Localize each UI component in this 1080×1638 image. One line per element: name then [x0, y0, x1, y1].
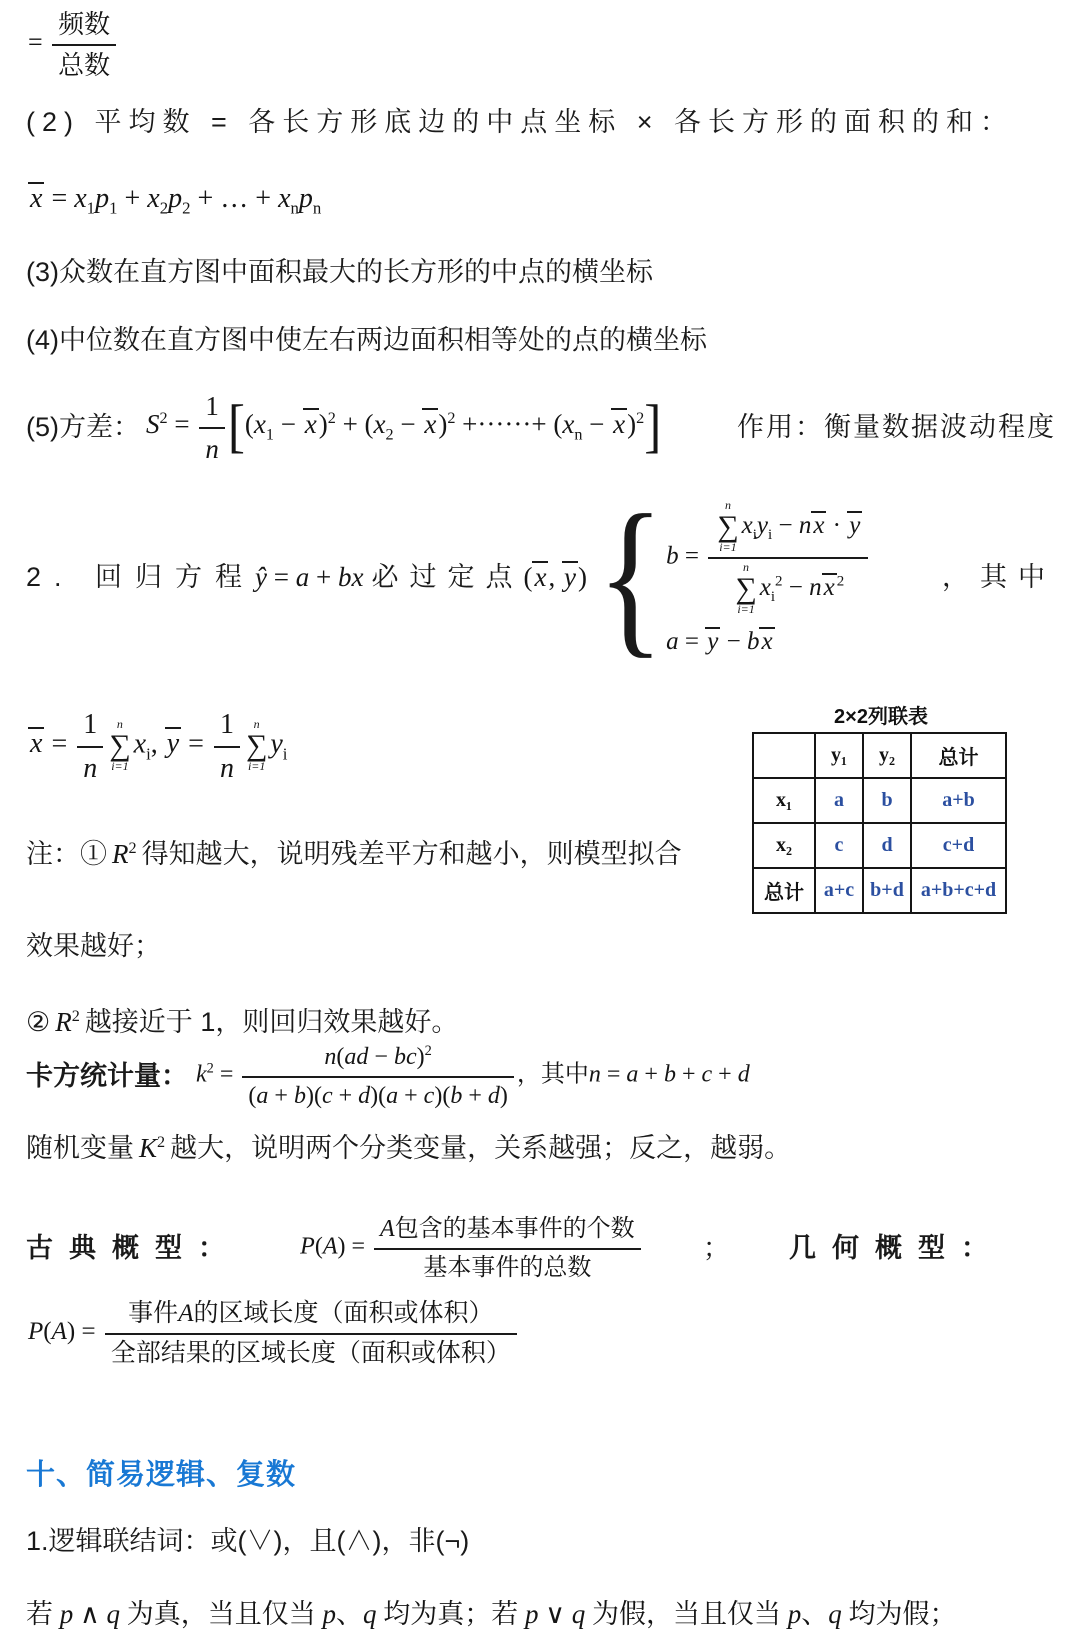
geometric-probability-line	[28, 1290, 520, 1376]
frequency-fraction-formula: = $\frac{\text{频数}}{\text{总数}}$	[28, 6, 119, 83]
table-cell: a+b	[911, 778, 1006, 823]
table-header-cell: 总计	[911, 733, 1006, 778]
sample-means-block	[28, 696, 287, 796]
note1-text: 得知越大，说明残差平方和越小，则模型拟合	[141, 839, 682, 869]
table-cell: d	[863, 823, 911, 868]
table-cell: b+d	[863, 868, 911, 913]
table-row-header: x₁	[753, 778, 815, 823]
note-r2-line2: 效果越好；	[26, 931, 161, 961]
slope-formula: b = n ∑ i=1 $x_iy_i$ − nx · y n ∑ i=1 $x_i^2$ − nx $^2$	[666, 498, 871, 617]
sample-means-formula: x = $\frac{1}{n}$ n ∑ i=1 $x_i$, y = $\frac{1}{n}$ n ∑ i=1 $y_i$	[28, 705, 287, 788]
regression-fixed-point: (x, y)	[523, 562, 587, 592]
k-squared-formula: $K^2$	[139, 1133, 166, 1163]
random-variable-line	[26, 1130, 791, 1166]
regression-prefix: 2. 回归方程	[26, 561, 256, 592]
table-row-header: 总计	[753, 868, 815, 913]
table-cell: a+c	[815, 868, 863, 913]
mode-definition-line: (3)众数在直方图中面积最大的长方形的中点的横坐标	[26, 257, 653, 287]
randvar-pre: 随机变量	[26, 1133, 134, 1163]
section-heading-logic-complex: 十、简易逻辑、复数	[26, 1459, 297, 1491]
classical-formula: P(A) = $\frac{\text{A包含的基本事件的个数}}{\text{基本事件的总数}}$	[300, 1212, 644, 1284]
r-squared-formula: $R^2$	[112, 839, 137, 869]
chi-square-label: 卡方统计量：	[26, 1060, 188, 1091]
variance-purpose: 作用：衡量数据波动程度	[737, 411, 1056, 442]
table-header-cell	[753, 733, 815, 778]
regression-suffix: ，其中	[942, 561, 1056, 592]
contingency-table	[752, 732, 1007, 914]
r-squared-formula-2: $R^2$	[55, 1007, 80, 1037]
mean-formula: $x = x_1p_1 + x_2p_2$ + … + $x_np_n$	[30, 183, 322, 218]
regression-equation: ŷ = a + bx	[255, 561, 364, 592]
classical-probability-line	[26, 1198, 1004, 1298]
average-definition-line: (2) 平均数 = 各长方形底边的中点坐标 × 各长方形的面积的和：	[26, 107, 1015, 137]
geometric-formula: P(A) = $\frac{\text{事件A的区域长度（面积或体积）}}{\text{全部结果的区域长度（面积或体积）}}$	[28, 1296, 520, 1371]
contingency-table-body	[753, 733, 1006, 913]
logic-truth-line: 若 p ∧ q 为真，当且仅当 p、q 均为真；若 p ∨ q 为假，当且仅当 p、q 均为假；	[26, 1599, 957, 1629]
classical-separator: ；	[702, 1232, 730, 1263]
table-row	[753, 868, 1006, 913]
note-r2-line1	[26, 836, 682, 872]
classical-label: 古典概型：	[26, 1232, 241, 1263]
variance-label: (5)方差：	[26, 411, 140, 442]
contingency-table-title: 2×2列联表	[834, 706, 928, 728]
table-header-cell: y₁	[815, 733, 863, 778]
table-row	[753, 778, 1006, 823]
chi-square-formula: $k^2$ = $\frac{n(ad - bc)^2}{(a + b)(c + d)(a + c)(b + d)}$ ，其中n = a + b + c + d	[196, 1040, 750, 1112]
table-cell: b	[863, 778, 911, 823]
regression-line	[26, 478, 1056, 676]
contingency-table-block	[752, 700, 1010, 914]
variance-line	[26, 382, 1056, 472]
left-brace: {	[596, 479, 665, 674]
regression-mid-text: 必过定点	[371, 561, 524, 592]
geometric-label: 几何概型：	[788, 1232, 1004, 1263]
note2-prefix: ②	[26, 1007, 51, 1037]
note2-text: 越接近于 1，则回归效果越好。	[84, 1007, 459, 1037]
intercept-formula: a = y − bx	[666, 628, 773, 656]
regression-system-rows	[666, 498, 871, 656]
table-header-cell: y₂	[863, 733, 911, 778]
randvar-post: 越大，说明两个分类变量，关系越强；反之，越弱。	[170, 1133, 792, 1163]
table-row	[753, 823, 1006, 868]
note1-prefix: 注：①	[26, 839, 107, 869]
table-cell: a	[815, 778, 863, 823]
logic-connectives-line: 1.逻辑联结词：或(∨)，且(∧)，非(¬)	[26, 1526, 470, 1556]
table-cell: c+d	[911, 823, 1006, 868]
table-cell: c	[815, 823, 863, 868]
chi-square-line	[26, 1028, 750, 1124]
median-definition-line: (4)中位数在直方图中使左右两边面积相等处的点的横坐标	[26, 325, 707, 355]
table-cell: a+b+c+d	[911, 868, 1006, 913]
regression-system	[596, 479, 871, 674]
variance-formula: $S^2$ = $\frac{1}{n}$ [$(x_1 - x)^2 + (x_2 - x)^2$ +······+ $(x_n - x)^2$]	[146, 387, 661, 467]
table-row-header: x₂	[753, 823, 815, 868]
